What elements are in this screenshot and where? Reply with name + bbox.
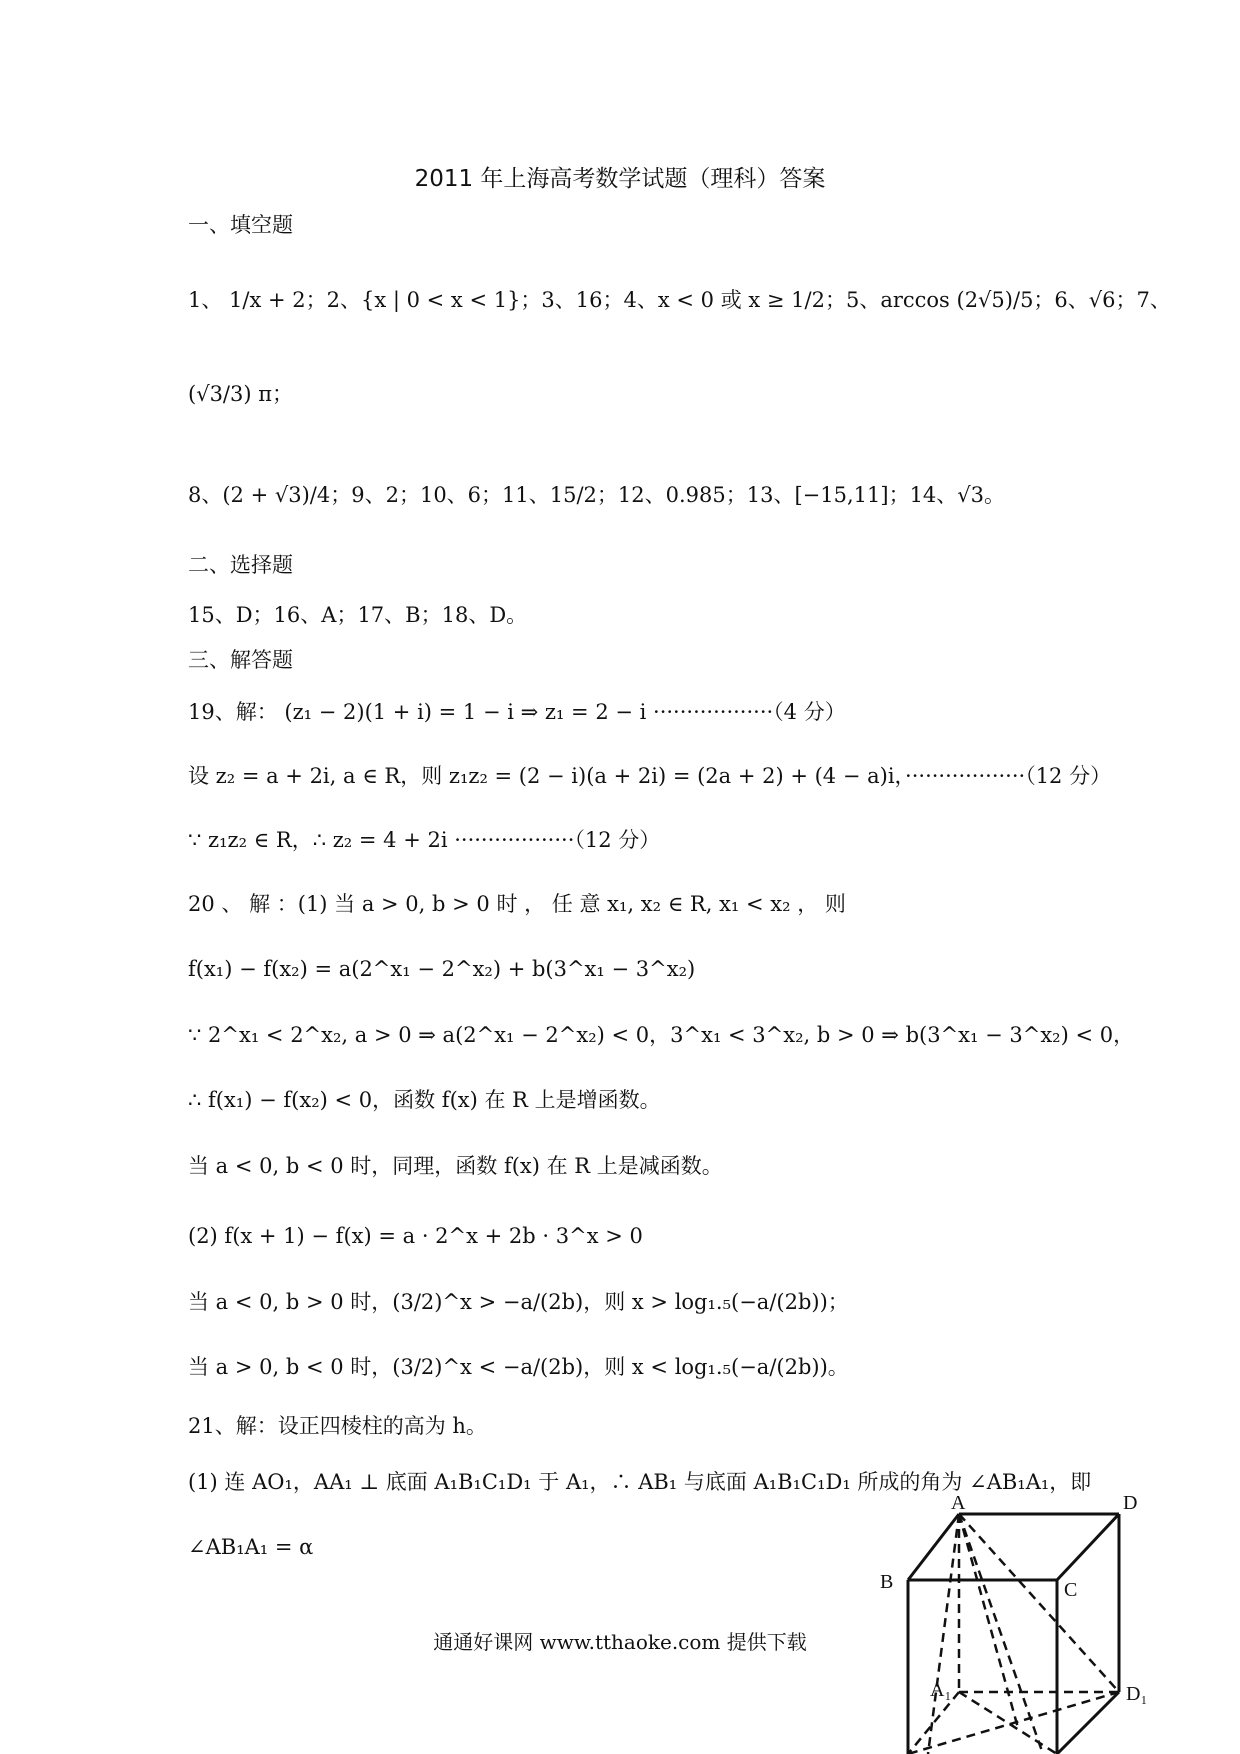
label-d: D [1123, 1496, 1138, 1514]
q21-line-2: (1) 连 AO₁，AA₁ ⊥ 底面 A₁B₁C₁D₁ 于 A₁，∴ AB₁ 与底面 A₁B₁C₁D₁ 所成的角为 ∠AB₁A₁，即 [188, 1470, 1092, 1494]
q21-line-1: 21、解：设正四棱柱的高为 h。 [188, 1414, 487, 1438]
q20-line-1: 20 、 解 ：(1) 当 a > 0, b > 0 时 ， 任 意 x₁, x₂ ∈ R, x₁ < x₂ ， 则 [188, 892, 846, 916]
q20-line-2: f(x₁) − f(x₂) = a(2^x₁ − 2^x₂) + b(3^x₁ − 3^x₂) [188, 957, 696, 981]
answers-line-2: (√3/3) π； [188, 382, 294, 406]
edge-ba [908, 1514, 959, 1580]
q20-line-6: (2) f(x + 1) − f(x) = a · 2^x + 2b · 3^x > 0 [188, 1224, 643, 1248]
prism-figure [868, 1496, 1158, 1754]
choice-answers: 15、D；16、A；17、B；18、D。 [188, 603, 528, 627]
label-c: C [1064, 1579, 1078, 1601]
q20-line-7: 当 a < 0, b > 0 时，(3/2)^x > −a/(2b)，则 x > log₁.₅(−a/(2b))； [188, 1290, 849, 1314]
q19-line-3: ∵ z₁z₂ ∈ R，∴ z₂ = 4 + 2i ··················（12 分） [188, 828, 661, 852]
page-footer: 通通好课网 www.tthaoke.com 提供下载 [433, 1630, 807, 1654]
q21-line-3: ∠AB₁A₁ = α [188, 1535, 314, 1559]
section-choice: 二、选择题 [188, 553, 293, 577]
q19-line-2: 设 z₂ = a + 2i, a ∈ R，则 z₁z₂ = (2 − i)(a + 2i) = (2a + 2) + (4 − a)i，··················（12 分） [188, 764, 1112, 788]
label-a: A [951, 1496, 966, 1514]
answers-line-3: 8、(2 + √3)/4；9、2；10、6；11、15/2；12、0.985；13、[−15,11]；14、√3。 [188, 483, 1006, 507]
label-a1: A₁ [930, 1679, 952, 1701]
section-solutions: 三、解答题 [188, 648, 293, 672]
q20-line-4: ∴ f(x₁) − f(x₂) < 0，函数 f(x) 在 R 上是增函数。 [188, 1088, 661, 1112]
page-title: 2011 年上海高考数学试题（理科）答案 [414, 166, 826, 192]
q19-line-1: 19、解： (z₁ − 2)(1 + i) = 1 − i ⇒ z₁ = 2 − i ··················（4 分） [188, 700, 846, 724]
diagonal-a1c1 [959, 1692, 1057, 1754]
edge-a1b1 [908, 1692, 959, 1754]
segment-ao1 [959, 1514, 1018, 1728]
q20-line-5: 当 a < 0, b < 0 时，同理，函数 f(x) 在 R 上是减函数。 [188, 1154, 723, 1178]
label-b: B [880, 1571, 894, 1593]
edge-dc [1057, 1514, 1119, 1580]
answers-line-1: 1、 1/x + 2；2、{x | 0 < x < 1}；3、16；4、x < 0 或 x ≥ 1/2；5、arccos (2√5)/5；6、√6；7、 [188, 288, 1171, 312]
label-d1: D₁ [1126, 1683, 1148, 1705]
q20-line-8: 当 a > 0, b < 0 时，(3/2)^x < −a/(2b)，则 x < log₁.₅(−a/(2b))。 [188, 1355, 849, 1379]
q20-line-3: ∵ 2^x₁ < 2^x₂, a > 0 ⇒ a(2^x₁ − 2^x₂) < 0，3^x₁ < 3^x₂, b > 0 ⇒ b(3^x₁ − 3^x₂) < 0， [188, 1023, 1135, 1047]
section-fill-blank: 一、填空题 [188, 213, 293, 237]
